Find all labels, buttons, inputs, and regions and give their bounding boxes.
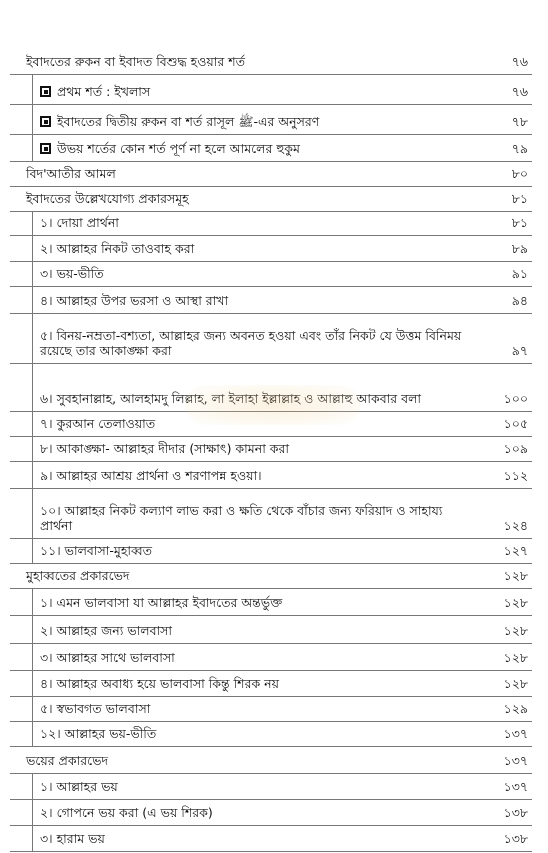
toc-page-number: ১০৫: [503, 416, 528, 431]
toc-entry-text: ৪। আল্লাহর উপর ভরসা ও আস্থা রাখা: [40, 293, 229, 308]
toc-page-number: ৭৬: [511, 54, 528, 69]
toc-page-number: ৮১: [511, 215, 528, 230]
toc-entry-text: ২। গোপনে ভয় করা (এ ভয় শিরক): [40, 805, 213, 820]
toc-entry-text: ২। আল্লাহর জন্য ভালবাসা: [40, 623, 173, 638]
toc-entry-text: প্রথম শর্ত : ইখলাস: [57, 84, 151, 99]
toc-row: [10, 774, 532, 800]
indent-rule: [32, 262, 33, 287]
toc-page-number: ১২৮: [503, 595, 528, 610]
toc-page-number: ৭৬: [511, 84, 528, 99]
toc-entry-text: ভয়ের প্রকারভেদ: [26, 753, 109, 768]
indent-rule: [32, 826, 33, 852]
indent-rule: [32, 437, 33, 462]
toc-entry-text: ৪। আল্লাহর অবাধ্য হয়ে ভালবাসা কিন্তু শিরক নয়: [40, 676, 279, 691]
toc-entry-text: ৫। স্বভাবগত ভালবাসা: [40, 701, 151, 716]
indent-rule: [32, 589, 33, 616]
toc-entry-text: ৮। আকাঙ্ক্ষা- আল্লাহর দীদার (সাক্ষাৎ) কামনা করা: [40, 441, 290, 456]
toc-entry-title: [40, 726, 462, 741]
indent-rule: [32, 212, 33, 236]
toc-page-number: ১৩৭: [503, 726, 528, 741]
toc-page-number: ১২৮: [503, 650, 528, 665]
toc-page-number: ১৩৮: [503, 831, 528, 846]
toc-page-number: ৮১: [511, 191, 528, 206]
toc-entry-text: ১১। ভালবাসা-মুহাব্বত: [40, 543, 153, 558]
toc-row: [10, 262, 532, 287]
toc-entry-text: মুহাব্বতের প্রকারভেদ: [26, 568, 130, 583]
indent-rule: [32, 616, 33, 644]
indent-rule: [32, 671, 33, 697]
toc-page-number: ৯১: [511, 266, 528, 281]
toc-entry-title: [40, 805, 462, 820]
toc-entry-text: বিদ'আতীর আমল: [26, 166, 116, 181]
toc-page-number: ৮৯: [511, 241, 528, 256]
toc-row: [10, 539, 532, 564]
toc-entry-text: ৫। বিনয়-নম্রতা-বশ্যতা, আল্লাহর জন্য অবনত হওয়া এবং তাঁর নিকট যে উত্তম বিনিময় রয়েছে তার আকাঙ্ক্ষা করা: [40, 328, 462, 358]
toc-entry-title: [26, 568, 462, 583]
indent-rule: [32, 697, 33, 722]
toc-entry-title: [26, 191, 462, 206]
toc-page-number: ১২৮: [503, 568, 528, 583]
toc-entry-text: ৩। আল্লাহর সাথে ভালবাসা: [40, 650, 175, 665]
toc-row: [10, 671, 532, 697]
toc-entry-title: [26, 753, 462, 768]
indent-rule: [32, 774, 33, 800]
square-bullet-icon: [40, 116, 51, 127]
indent-rule: [32, 539, 33, 564]
toc-page-number: ১১২: [503, 468, 528, 483]
toc-page-number: ১২৯: [503, 701, 528, 716]
toc-entry-title: [40, 701, 462, 716]
toc-page-number: ১০৯: [503, 441, 528, 456]
toc-row: [10, 644, 532, 671]
toc-entry-title: [40, 831, 462, 846]
toc-row: [10, 747, 532, 774]
toc-entry-text: ২। আল্লাহর নিকট তাওবাহ করা: [40, 241, 195, 256]
indent-rule: [32, 364, 33, 412]
toc-entry-text: ইবাদতের দ্বিতীয় রুকন বা শর্ত রাসূল ﷺ-এর অনুসরণ: [57, 114, 320, 129]
toc-row: [10, 212, 532, 236]
toc-page-number: ১৩৭: [503, 753, 528, 768]
indent-rule: [32, 75, 33, 105]
toc-page-number: ৯৭: [511, 343, 528, 358]
toc-page-number: ৮০: [511, 166, 528, 181]
toc-row: [10, 489, 532, 539]
toc-entry-text: ১। দোয়া প্রার্থনা: [40, 215, 119, 230]
toc-entry-title: [40, 595, 462, 610]
indent-rule: [32, 412, 33, 437]
toc-row: [10, 462, 532, 489]
toc-entry-text: ৭। কুরআন তেলাওয়াত: [40, 416, 156, 431]
toc-entry-title: [40, 293, 462, 308]
toc-entry-title: [40, 543, 462, 558]
toc-row: [10, 826, 532, 852]
indent-rule: [32, 800, 33, 826]
indent-rule: [32, 236, 33, 262]
toc-row: [10, 45, 532, 75]
toc-entry-title: [40, 441, 462, 456]
toc-entry-title: [40, 84, 462, 99]
toc-entry-title: [40, 215, 462, 230]
toc-entry-text: ইবাদতের রুকন বা ইবাদত বিশুদ্ধ হওয়ার শর্ত: [26, 54, 246, 69]
toc-row: [10, 187, 532, 212]
toc-entry-text: ৩। ভয়-ভীতি: [40, 266, 104, 281]
toc-row: [10, 437, 532, 462]
indent-rule: [32, 287, 33, 314]
toc-entry-title: [26, 166, 462, 181]
toc-entry-text: ১২। আল্লাহর ভয়-ভীতি: [40, 726, 157, 741]
toc-entry-title: [40, 650, 462, 665]
toc-entry-title: [40, 779, 462, 794]
toc-row: [10, 800, 532, 826]
toc-page-number: ৭৮: [511, 114, 528, 129]
toc-page-number: ১২৮: [503, 623, 528, 638]
toc-entry-title: [40, 623, 462, 638]
toc-entry-text: ১। এমন ভালবাসা যা আল্লাহর ইবাদতের অন্তর্ভুক্ত: [40, 595, 283, 610]
indent-rule: [32, 644, 33, 671]
toc-entry-text: উভয় শর্তের কোন শর্ত পূর্ণ না হলে আমলের হুকুম: [57, 141, 300, 156]
toc-entry-text: ১০। আল্লাহর নিকট কল্যাণ লাভ করা ও ক্ষতি থেকে বাঁচার জন্য ফরিয়াদ ও সাহায্য প্রার্থনা: [40, 503, 443, 533]
toc-row: [10, 616, 532, 644]
faded-logo-watermark: [185, 385, 360, 425]
indent-rule: [32, 462, 33, 489]
toc-entry-title: [40, 676, 462, 691]
toc-row: [10, 287, 532, 314]
toc-row: [10, 105, 532, 135]
toc-page-number: ১৩৭: [503, 779, 528, 794]
indent-rule: [32, 722, 33, 747]
toc-entry-text: ১। আল্লাহর ভয়: [40, 779, 118, 794]
square-bullet-icon: [40, 143, 51, 154]
toc-page-number: ৭৯: [511, 141, 528, 156]
toc-page-number: ১২৪: [503, 518, 528, 533]
toc-entry-title: [40, 114, 462, 129]
toc-row: [10, 75, 532, 105]
toc-entry-title: [40, 241, 462, 256]
indent-rule: [32, 489, 33, 539]
toc-entry-title: [40, 503, 462, 533]
toc-row: [10, 722, 532, 747]
square-bullet-icon: [40, 86, 51, 97]
toc-row: [10, 314, 532, 364]
indent-rule: [32, 135, 33, 162]
toc-row: [10, 135, 532, 162]
toc-row: [10, 589, 532, 616]
toc-entry-text: ইবাদতের উল্লেখযোগ্য প্রকারসমূহ: [26, 191, 189, 206]
toc-page-number: ৯৪: [511, 293, 528, 308]
toc-entry-text: ৩। হারাম ভয়: [40, 831, 105, 846]
toc-entry-title: [40, 328, 462, 358]
toc-entry-text: ৯। আল্লাহর আশ্রয় প্রার্থনা ও শরণাপন্ন হওয়া।: [40, 468, 262, 483]
toc-entry-title: [40, 266, 462, 281]
toc-entry-title: [26, 54, 462, 69]
toc-entry-title: [40, 468, 462, 483]
toc-row: [10, 564, 532, 589]
toc-row: [10, 162, 532, 187]
toc-row: [10, 697, 532, 722]
toc-entry-title: [40, 141, 462, 156]
toc-page-number: ১২৮: [503, 676, 528, 691]
toc-page-number: ১০০: [503, 391, 528, 406]
toc-page-number: ১২৭: [503, 543, 528, 558]
toc-entry-text: ৬। সুবহানাল্লাহ, আলহামদু লিল্লাহ, লা ইলাহা ইল্লাল্লাহ ও আল্লাহু আকবার বলা: [40, 391, 422, 406]
indent-rule: [32, 314, 33, 364]
indent-rule: [32, 105, 33, 135]
toc-page-number: ১৩৮: [503, 805, 528, 820]
toc-row: [10, 236, 532, 262]
